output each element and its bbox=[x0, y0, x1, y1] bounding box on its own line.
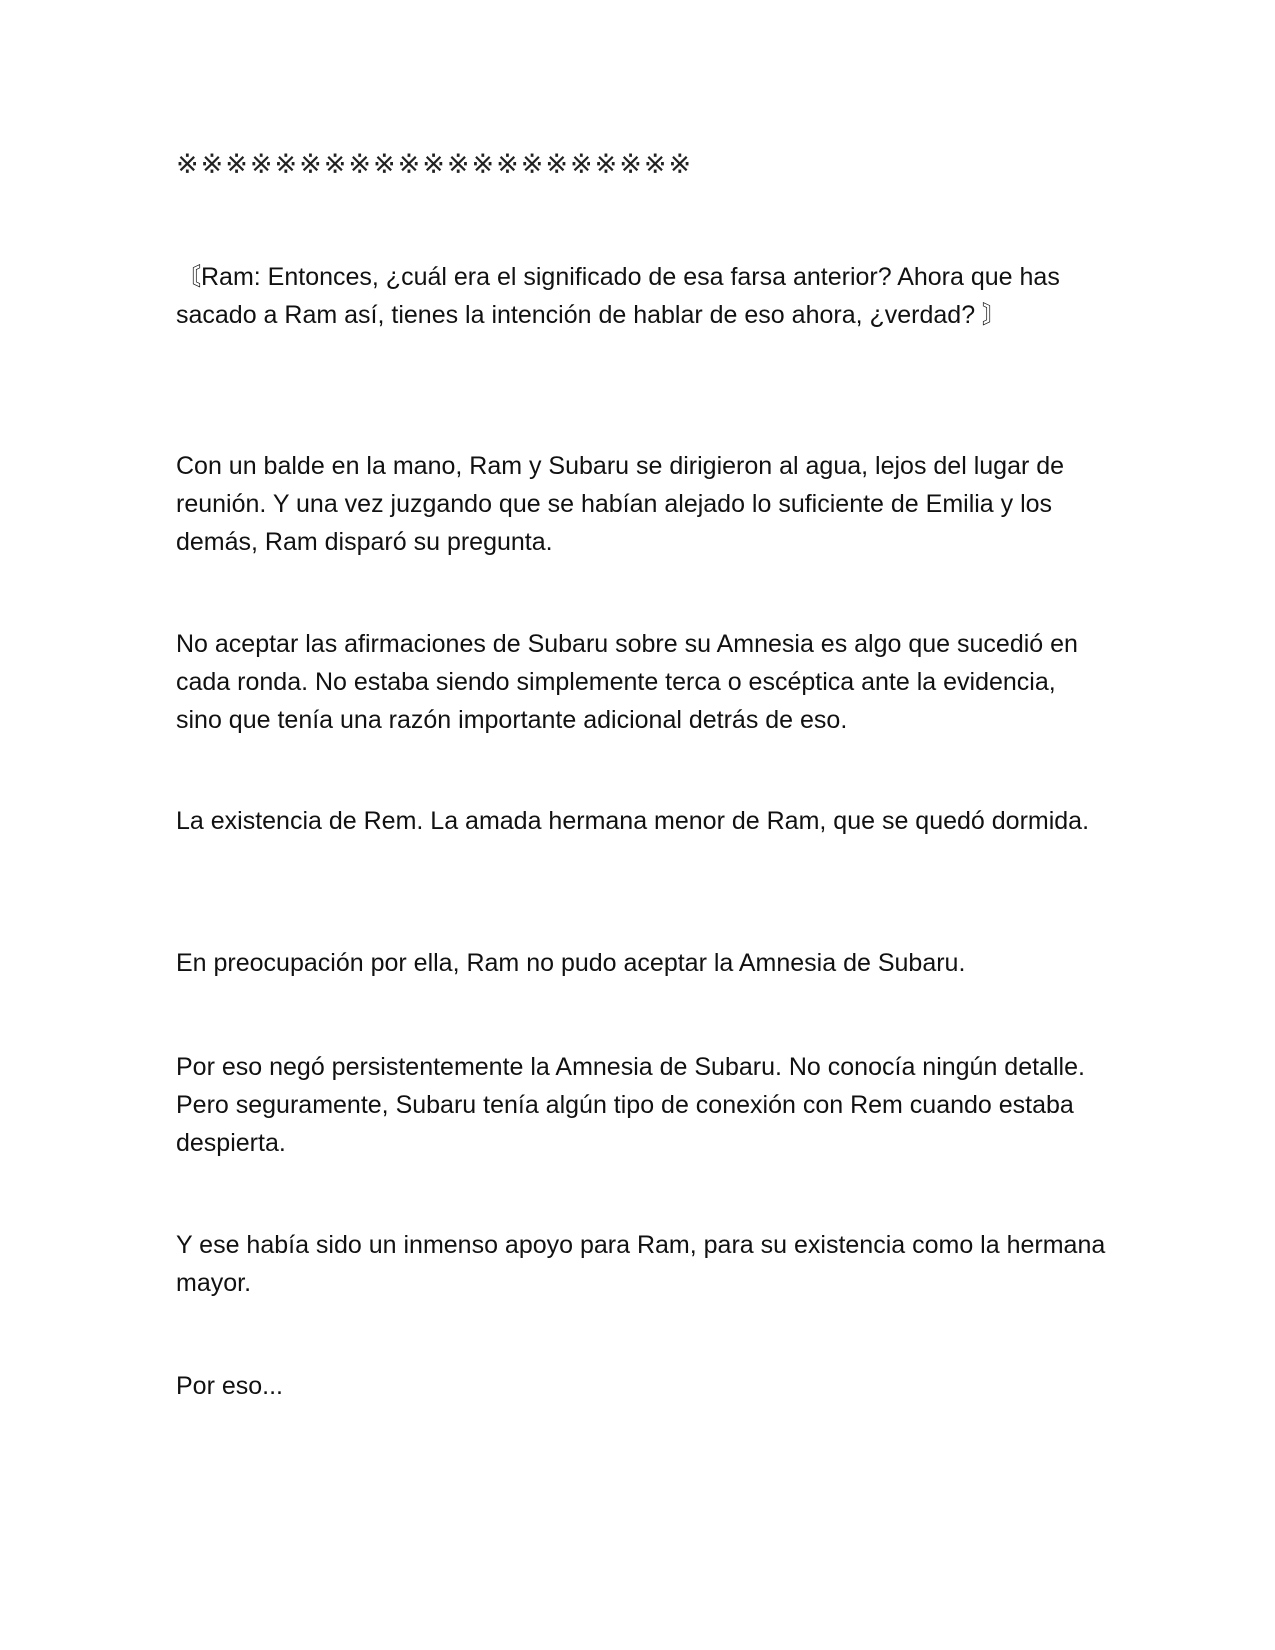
section-separator: ※※※※※※※※※※※※※※※※※※※※※ bbox=[176, 149, 694, 180]
paragraph-4: La existencia de Rem. La amada hermana menor de Ram, que se quedó dormida. bbox=[176, 807, 1090, 835]
paragraph-6: Por eso negó persistentemente la Amnesia de Subaru. No conocía ningún detalle. Pero seguramente, Subaru tenía algún tipo de conexión con Rem cuando estaba despierta. bbox=[176, 1053, 1085, 1157]
paragraph-7: Y ese había sido un inmenso apoyo para Ram, para su existencia como la hermana mayor. bbox=[176, 1231, 1106, 1297]
paragraph-8: Por eso... bbox=[176, 1372, 283, 1400]
paragraph-5: En preocupación por ella, Ram no pudo aceptar la Amnesia de Subaru. bbox=[176, 949, 966, 977]
paragraph-2: Con un balde en la mano, Ram y Subaru se dirigieron al agua, lejos del lugar de reunión. Y una vez juzgando que se habían alejado lo suficiente de Emilia y los demás, Ram disparó su pregunta. bbox=[176, 452, 1065, 556]
paragraph-3: No aceptar las afirmaciones de Subaru sobre su Amnesia es algo que sucedió en cada ronda. No estaba siendo simplemente terca o escéptica ante la evidencia, sino que tenía una razón importante adicional detrás de eso. bbox=[176, 630, 1078, 734]
paragraph-dialogue: 〘Ram: Entonces, ¿cuál era el significado de esa farsa anterior? Ahora que has sacado a Ram así, tienes la intención de hablar de eso ahora, ¿verdad? 〙 bbox=[176, 263, 1060, 329]
